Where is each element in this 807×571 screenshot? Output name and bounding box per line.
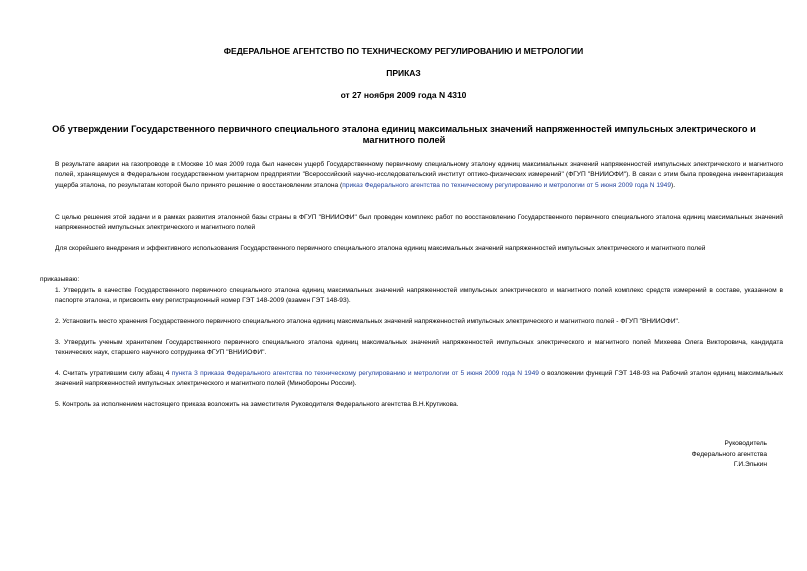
paragraph-accident-tail: ). [671, 181, 676, 189]
order-item-3: 3. Утвердить ученым хранителем Государственного первичного специального эталона единиц максимальных значений напряженностей импульсных электрического и магнитного полей Михеева Олега Викторовича, кандидата технических наук, старшего научного сотрудника ФГУП "ВНИИОФИ". [55, 339, 783, 357]
paragraph-restoration: С целью решения этой задачи и в рамках развития эталонной базы страны в ФГУП "ВНИИОФИ" был проведен комплекс работ по восстановлению Государственного первичного специального эталона единиц максимальных значений напряженностей импульсных электрического и магнитного полей [55, 214, 783, 232]
signature-name: Г.И.Элькин [733, 461, 767, 468]
signature-position: Руководитель [724, 440, 767, 447]
order-item-4-text: 4. Считать утратившим силу абзац 4 [55, 370, 172, 377]
paragraph-implementation: Для скорейшего внедрения и эффективного использования Государственного первичного специального эталона единиц максимальных значений напряженностей импульсных электрического и магнитного полей [55, 245, 706, 252]
signature-block [567, 439, 767, 471]
order-item-5: 5. Контроль за исполнением настоящего приказа возложить на заместителя Руководителя Федерального агентства В.Н.Крутикова. [55, 401, 459, 408]
order-item-4-tail: о возложении функций ГЭТ 148-93 на Рабочий эталон единиц максимальных значений напряженностей импульсных электрического и магнитного полей (Минобороны России). [55, 370, 784, 388]
signature-organization: Федерального агентства [691, 450, 767, 458]
paragraph-accident [40, 160, 783, 191]
order-item-2: 2. Установить место хранения Государственного первичного специального эталона единиц максимальных значений напряженностей импульсных электрического и магнитного полей - ФГУП "ВНИИОФИ". [55, 318, 680, 325]
order-item-1: 1. Утвердить в качестве Государственного первичного специального эталона единиц максимальных значений напряженностей импульсных электрического и магнитного полей комплекс средств измерений в составе, указанном в паспорте эталона, и присвоить ему регистрационный номер ГЭТ 148-2009 (взамен ГЭТ 148-93). [55, 287, 783, 305]
paragraph-accident-text: В результате аварии на газопроводе в г.Москве 10 мая 2009 года был нанесен ущерб Государственному первичному специальному эталону единиц максимальных значений напряженностей импульсных электрического и магнитного полей, хранящемуся в Федеральном государственном унитарном предприятии "Всероссийский научно-исследовательский институт оптико-физических измерений" (ФГУП "ВНИИОФИ"). В связи с этим была проведена инвентаризация ущерба эталона, по результатам которой было принято решение о восстановлении эталона ( [55, 161, 783, 189]
order-date-number: от 27 ноября 2009 года N 4310 [340, 90, 467, 100]
agency-heading: ФЕДЕРАЛЬНОЕ АГЕНТСТВО ПО ТЕХНИЧЕСКОМУ РЕГУЛИРОВАНИЮ И МЕТРОЛОГИИ [223, 46, 584, 56]
order-1949-link[interactable]: приказ Федерального агентства по техническому регулированию и метрологии от 5 июня 2009 года N 1949 [342, 181, 672, 189]
order-item-4 [40, 369, 783, 390]
order-word: приказываю: [40, 276, 80, 283]
order-1949-point3-link[interactable]: пункта 3 приказа Федерального агентства по техническому регулированию и метрологии от 5 июня 2009 года N 1949 [171, 370, 539, 377]
document-title: Об утверждении Государственного первичного специального эталона единиц максимальных значений напряженностей импульсных электрического и магнитного полей [52, 124, 756, 145]
order-heading: ПРИКАЗ [386, 68, 421, 78]
